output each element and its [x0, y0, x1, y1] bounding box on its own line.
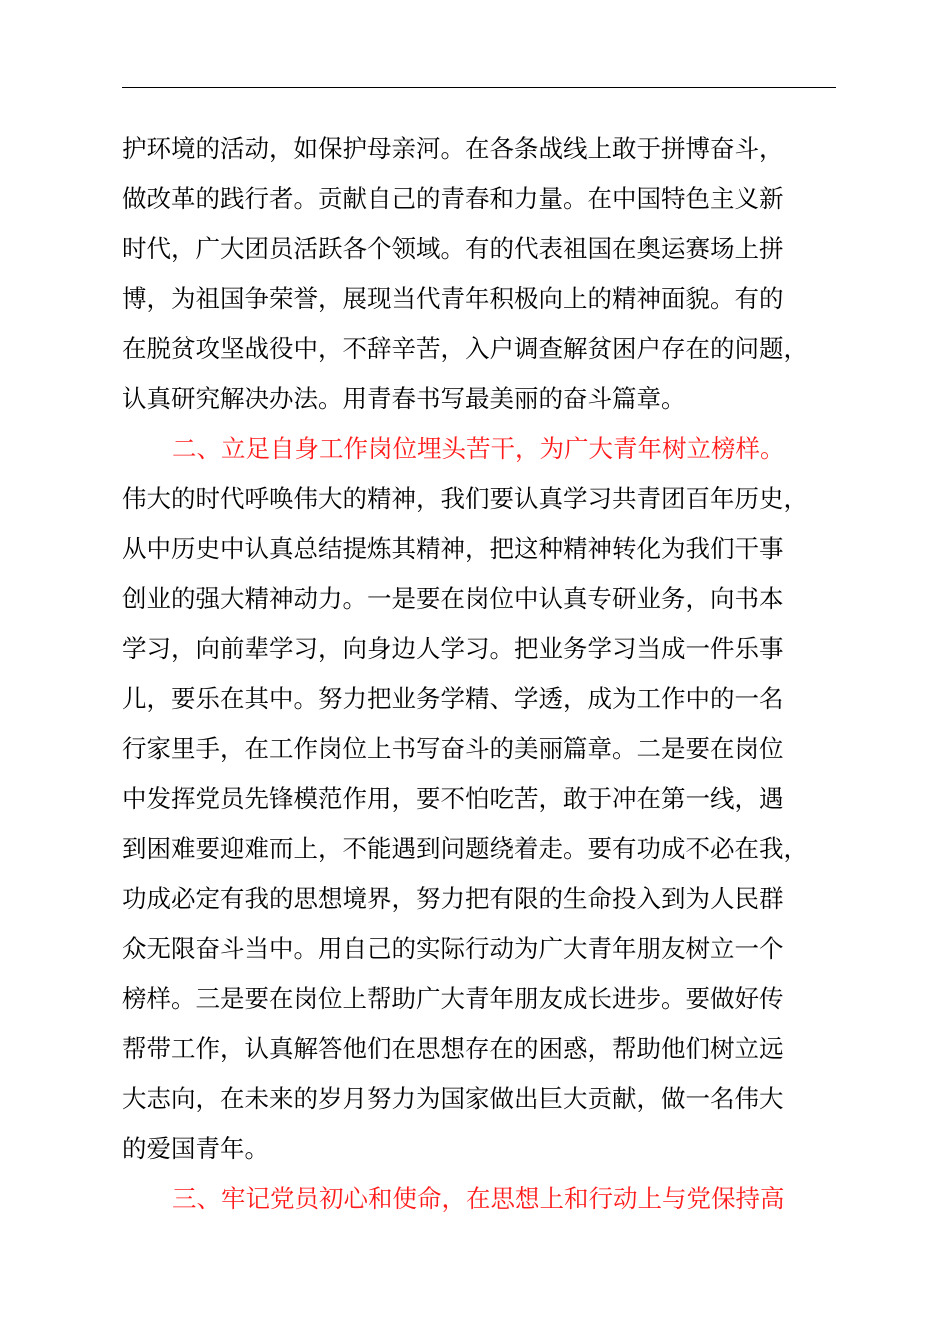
document-body [122, 124, 862, 1224]
text-line: 榜样。三是要在岗位上帮助广大青年朋友成长进步。要做好传 [122, 984, 784, 1013]
header-divider [122, 87, 836, 88]
text-line: 行家里手，在工作岗位上书写奋斗的美丽篇章。二是要在岗位 [122, 734, 784, 763]
text-line: 学习，向前辈学习，向身边人学习。把业务学习当成一件乐事 [122, 634, 784, 663]
text-line: 大志向，在未来的岁月努力为国家做出巨大贡献，做一名伟大 [122, 1084, 784, 1113]
text-line: 伟大的时代呼唤伟大的精神，我们要认真学习共青团百年历史， [122, 484, 808, 513]
text-line: 功成必定有我的思想境界，努力把有限的生命投入到为人民群 [122, 884, 784, 913]
text-line: 时代，广大团员活跃各个领域。有的代表祖国在奥运赛场上拼 [122, 234, 784, 263]
text-line: 从中历史中认真总结提炼其精神，把这种精神转化为我们干事 [122, 534, 784, 563]
text-line: 博，为祖国争荣誉，展现当代青年积极向上的精神面貌。有的 [122, 284, 784, 313]
text-line: 中发挥党员先锋模范作用，要不怕吃苦，敢于冲在第一线，遇 [122, 784, 784, 813]
text-line: 众无限奋斗当中。用自己的实际行动为广大青年朋友树立一个 [122, 934, 784, 963]
text-line: 创业的强大精神动力。一是要在岗位中认真专研业务，向书本 [122, 584, 784, 613]
section-heading-3: 三、牢记党员初心和使命，在思想上和行动上与党保持高 [172, 1184, 785, 1213]
text-line: 到困难要迎难而上，不能遇到问题绕着走。要有功成不必在我， [122, 834, 808, 863]
text-line: 儿，要乐在其中。努力把业务学精、学透，成为工作中的一名 [122, 684, 784, 713]
section-heading-2: 二、立足自身工作岗位埋头苦干，为广大青年树立榜样。 [172, 434, 785, 463]
text-line: 做改革的践行者。贡献自己的青春和力量。在中国特色主义新 [122, 184, 784, 213]
text-line: 认真研究解决办法。用青春书写最美丽的奋斗篇章。 [122, 384, 686, 413]
text-line: 的爱国青年。 [122, 1134, 269, 1163]
text-line: 帮带工作，认真解答他们在思想存在的困惑，帮助他们树立远 [122, 1034, 784, 1063]
text-line: 在脱贫攻坚战役中，不辞辛苦，入户调查解贫困户存在的问题， [122, 334, 808, 363]
text-line: 护环境的活动，如保护母亲河。在各条战线上敢于拼博奋斗， [122, 134, 784, 163]
